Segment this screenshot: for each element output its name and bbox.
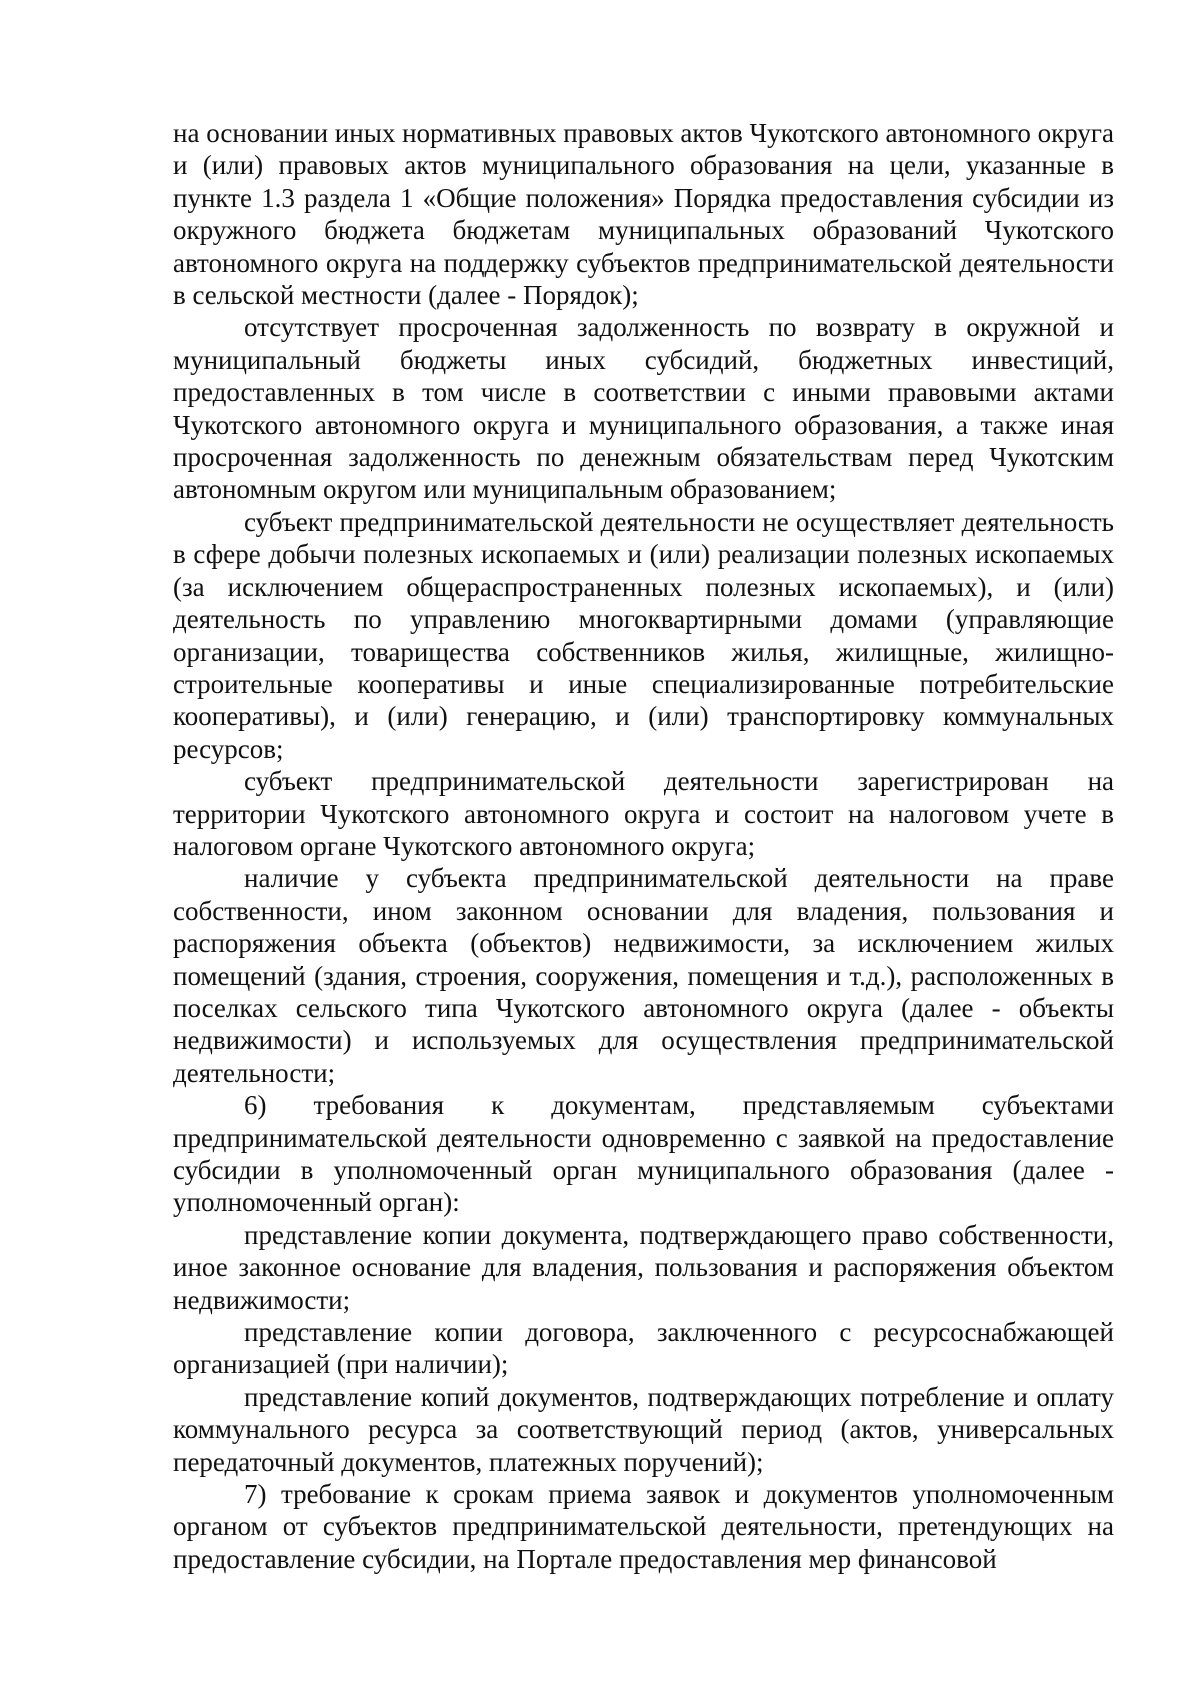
- paragraph-2: отсутствует просроченная задолженность по возврату в окружной и муниципальный бюджеты иных субсидий, бюджетных инвестиций, предоставленных в том числе в соответствии с иными правовыми актами Чукотского автономного округа и муниципального образования, а также иная просроченная задолженность по денежным обязательствам перед Чукотским автономным округом или муниципальным образованием;: [173, 312, 1114, 505]
- paragraph-6: 6) требования к документам, представляемым субъектами предпринимательской деятельности одновременно с заявкой на предоставление субсидии в уполномоченный орган муниципального образования (далее - уполномоченный орган):: [173, 1090, 1114, 1218]
- document-body: [173, 117, 1114, 1575]
- paragraph-9: представление копий документов, подтверждающих потребление и оплату коммунального ресурса за соответствующий период (актов, универсальных передаточный документов, платежных поручений);: [173, 1381, 1114, 1477]
- paragraph-7: представление копии документа, подтверждающего право собственности, иное законное основание для владения, пользования и распоряжения объектом недвижимости;: [173, 1219, 1114, 1315]
- paragraph-8: представление копии договора, заключенного с ресурсоснабжающей организацией (при наличии);: [173, 1317, 1114, 1380]
- paragraph-3: субъект предпринимательской деятельности не осуществляет деятельность в сфере добычи полезных ископаемых и (или) реализации полезных ископаемых (за исключением общераспространенных полезных ископаемых), и (или) деятельность по управлению многоквартирными домами (управляющие организации, товарищества собственников жилья, жилищные, жилищно-строительные кооперативы и иные специализированные потребительские кооперативы), и (или) генерацию, и (или) транспортировку коммунальных ресурсов;: [173, 506, 1114, 764]
- paragraph-1: на основании иных нормативных правовых актов Чукотского автономного округа и (или) правовых актов муниципального образования на цели, указанные в пункте 1.3 раздела 1 «Общие положения» Порядка предоставления субсидии из окружного бюджета бюджетам муниципальных образований Чукотского автономного округа на поддержку субъектов предпринимательской деятельности в сельской местности (далее - Порядок);: [173, 118, 1114, 311]
- paragraph-4: субъект предпринимательской деятельности зарегистрирован на территории Чукотского автономного округа и состоит на налоговом учете в налоговом органе Чукотского автономного округа;: [173, 766, 1114, 861]
- paragraph-10: 7) требование к срокам приема заявок и документов уполномоченным органом от субъектов предпринимательской деятельности, претендующих на предоставление субсидии, на Портале предоставления мер финансовой: [173, 1479, 1114, 1574]
- paragraph-5: наличие у субъекта предпринимательской деятельности на праве собственности, ином законном основании для владения, пользования и распоряжения объекта (объектов) недвижимости, за исключением жилых помещений (здания, строения, сооружения, помещения и т.д.), расположенных в поселках сельского типа Чукотского автономного округа (далее - объекты недвижимости) и используемых для осуществления предпринимательской деятельности;: [173, 863, 1114, 1088]
